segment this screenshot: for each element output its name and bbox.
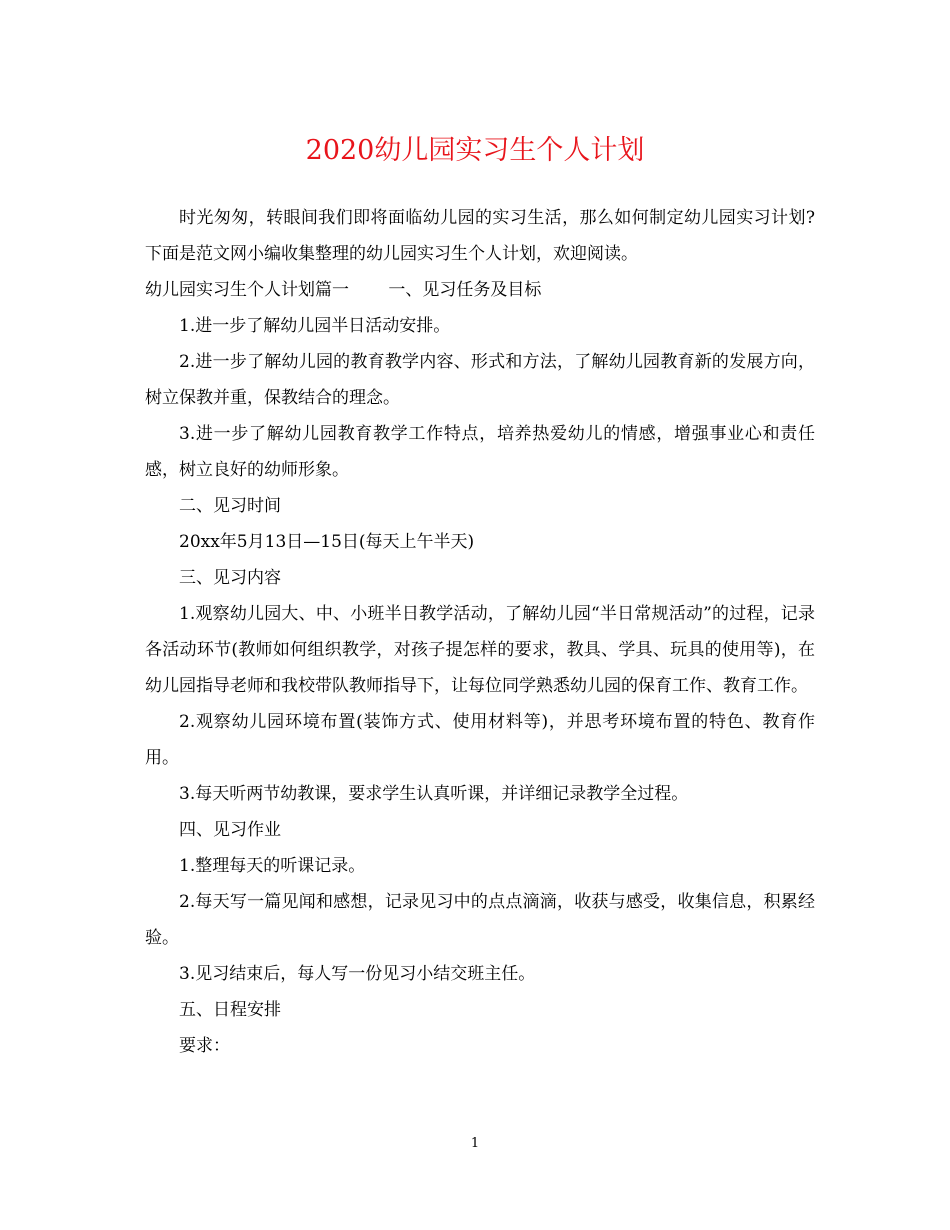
paragraph-intro: 时光匆匆，转眼间我们即将面临幼儿园的实习生活，那么如何制定幼儿园实习计划?下面是范文网小编收集整理的幼儿园实习生个人计划，欢迎阅读。 — [145, 208, 815, 264]
heading-time: 二、见习时间 — [179, 496, 281, 516]
paragraph-content-2: 2.观察幼儿园环境布置(装饰方式、使用材料等)，并思考环境布置的特色、教育作用。 — [145, 712, 815, 768]
paragraph-goal-2: 2.进一步了解幼儿园的教育教学内容、形式和方法，了解幼儿园教育新的发展方向，树立保教并重，保教结合的理念。 — [145, 352, 815, 408]
paragraph-homework-2: 2.每天写一篇见闻和感想，记录见习中的点点滴滴，收获与感受，收集信息，积累经验。 — [145, 892, 815, 948]
page-number: 1 — [470, 1136, 480, 1151]
document-title: 2020幼儿园实习生个人计划 — [305, 135, 645, 166]
paragraph-content-3: 3.每天听两节幼教课，要求学生认真听课，并详细记录教学全过程。 — [179, 784, 689, 804]
document-body — [145, 200, 815, 1064]
paragraph-content-1: 1.观察幼儿园大、中、小班半日教学活动，了解幼儿园“半日常规活动”的过程，记录各活动环节(教师如何组织教学，对孩子提怎样的要求，教具、学具、玩具的使用等)，在幼儿园指导老师和我校带队教师指导下，让每位同学熟悉幼儿园的保育工作、教育工作。 — [145, 604, 815, 696]
heading-content: 三、见习内容 — [179, 568, 281, 588]
paragraph-homework-1: 1.整理每天的听课记录。 — [179, 856, 366, 876]
paragraph-goal-3: 3.进一步了解幼儿园教育教学工作特点，培养热爱幼儿的情感，增强事业心和责任感，树立良好的幼师形象。 — [145, 424, 815, 480]
heading-schedule: 五、日程安排 — [179, 1000, 281, 1020]
paragraph-section-heading: 幼儿园实习生个人计划篇一 一、见习任务及目标 — [145, 280, 542, 300]
paragraph-homework-3: 3.见习结束后，每人写一份见习小结交班主任。 — [179, 964, 536, 984]
paragraph-requirements: 要求： — [179, 1036, 230, 1056]
heading-homework: 四、见习作业 — [179, 820, 281, 840]
paragraph-time: 20xx年5月13日—15日(每天上午半天) — [179, 532, 475, 552]
paragraph-goal-1: 1.进一步了解幼儿园半日活动安排。 — [179, 316, 451, 336]
